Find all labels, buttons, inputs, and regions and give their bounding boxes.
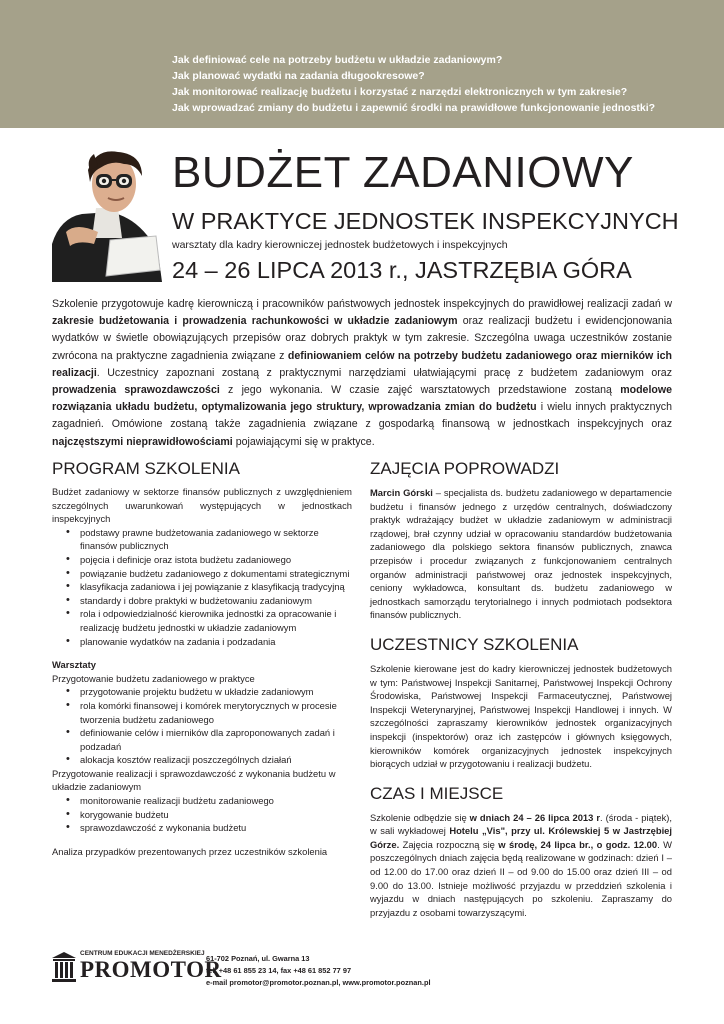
- list-item: • definiowanie celów i mierników dla zaproponowanych zadań i podzadań: [66, 726, 352, 753]
- emphasis-text: zakresie budżetowania i prowadzenia rachunkowości w układzie zadaniowym: [52, 315, 458, 328]
- trainer-bio: [370, 486, 672, 622]
- question-line: Jak wprowadzać zmiany do budżetu i zapewnić środki na prawidłowe funkcjonowanie jednostki?: [172, 102, 656, 114]
- list-item: • klasyfikacja zadaniowa i jej powiązanie z klasyfikacją tradycyjną: [66, 580, 352, 594]
- participants-title: UCZESTNICY SZKOLENIA: [370, 634, 579, 654]
- contact-web: e-mail promotor@promotor.poznan.pl, www.promotor.poznan.pl: [206, 978, 431, 987]
- program-list: [66, 526, 352, 648]
- body-text: . W poszczególnych dniach zajęcia będą realizowane w godzinach: dzień I – od 12.00 do 17.00 oraz dzień II – od 9.00 do 15.00 oraz dzień III – od 9.00 do 13.00. Istnieje możliwość przyjazdu w przeddzień szkolenia i wyjazdu w dniach następujących po szkoleniu. Zapraszamy do przyjazdu z osobami towarzyszącymi.: [370, 838, 672, 918]
- presenter-photo: [52, 148, 162, 282]
- list-item: • sprawozdawczość z wykonania budżetu: [66, 821, 352, 835]
- intro-paragraph: [52, 296, 672, 451]
- workshop-lead: Przygotowanie budżetu zadaniowego w praktyce: [52, 672, 255, 684]
- contact-block: [206, 953, 431, 989]
- trainer-bio-text: – specjalista ds. budżetu zadaniowego w departamencie budżetu i finansów jednego z urzędów centralnych, doświadczony praktyk wdrażający budżet w układzie zadaniowym w administracji rządowej, brał czynny udział w opracowaniu standardów budżetowania zadaniowego dla polskiego sektora finansów publicznych, znawca przepisów i procedur związanych z funkcjonowaniem centralnych organów administracji państwowej oraz jednostek inspekcyjnych, ceniony wykładowca, konsultant ds. budżetu zadaniowego w jednostkach samorządu terytorialnego i innych podmiotach podsektora finansów publicznych.: [370, 487, 672, 621]
- list-item: • rola i odpowiedzialność kierownika jednostki za opracowanie i realizację budżetu jednostki w układzie zadaniowym: [66, 607, 352, 634]
- body-text: Szkolenie przygotowuje kadrę kierowniczą i pracowników państwowych jednostek inspekcyjnych do prawidłowej realizacji zadań w: [52, 298, 672, 310]
- workshop-lead: Przygotowanie realizacji i sprawozdawczość z wykonania budżetu w układzie zadaniowym: [52, 767, 336, 793]
- emphasis-text: modelowe rozwiązania układu budżetu, optymalizowania jego struktury, wprowadzania zmian do budżetu: [52, 384, 672, 414]
- list-item: • rola komórki finansowej i komórek merytorycznych w procesie tworzenia budżetu zadaniowego: [66, 699, 352, 726]
- list-item: • standardy i dobre praktyki w budżetowaniu zadaniowym: [66, 594, 352, 608]
- page-subtitle: W PRAKTYCE JEDNOSTEK INSPEKCYJNYCH: [172, 208, 679, 234]
- audience-line: warsztaty dla kadry kierowniczej jednostek budżetowych i inspekcyjnych: [172, 239, 508, 251]
- contact-phone: tel. +48 61 855 23 14, fax +48 61 852 77 97: [206, 966, 352, 975]
- trainer-name: Marcin Górski: [370, 487, 433, 498]
- program-closing: Analiza przypadków prezentowanych przez uczestników szkolenia: [52, 845, 328, 857]
- list-item: • podstawy prawne budżetowania zadaniowego w sektorze finansów publicznych: [66, 526, 352, 553]
- contact-address: 61-702 Poznań, ul. Gwarna 13: [206, 954, 310, 963]
- logo-caption: CENTRUM EDUKACJI MENEDŻERSKIEJ: [80, 950, 205, 957]
- participants-text: Szkolenie kierowane jest do kadry kierowniczej jednostek budżetowych w tym: Państwowej Inspekcji Sanitarnej, Państwowej Inspekcji Ochrony Środowiska, Państwowej Inspekcji Farmaceutycznej, Państwowej Inspekcji Weterynaryjnej, Państwowej Inspekcji Handlowej i innych. W szczególności zapraszamy kierowników jednostek organizacyjnych inspekcji (inspektorów) oraz ich zastępców i głównych księgowych, kierowników komórek organizacyjnych jednostek inspekcyjnych biorących udział w przygotowaniu i realizacji budżetu.: [370, 662, 672, 770]
- emphasis-text: w środę, 24 lipca br., o godz. 12.00: [498, 838, 658, 850]
- event-date: 24 – 26 LIPCA 2013 r., JASTRZĘBIA GÓRA: [172, 257, 632, 283]
- program-title: PROGRAM SZKOLENIA: [52, 459, 240, 478]
- workshop-title: Warsztaty: [52, 659, 96, 671]
- body-text: i wielu innych praktycznych zagadnień. Omówione zostaną także zagadnienia związane z gospodarką finansową w jednostkach inspekcyjnych oraz: [52, 401, 672, 431]
- list-item: • powiązanie budżetu zadaniowego z dokumentami strategicznymi: [66, 567, 352, 581]
- body-text: . (środa - piątek), w sali wykładowej: [370, 811, 672, 837]
- emphasis-text: prowadzenia sprawozdawczości: [52, 384, 220, 397]
- list-item: • pojęcia i definicje oraz istota budżetu zadaniowego: [66, 553, 352, 567]
- body-text: oraz realizacji budżetu i ewidencjonowania wydatków w świetle obowiązujących przepisów oraz dobrych praktyk w tym zakresie. Szczególna uwaga uczestników zostanie zwrócona na praktyczne zagadnienia związane z: [52, 315, 673, 362]
- venue-text: [370, 811, 672, 920]
- body-text: pojawiającymi się w praktyce.: [232, 435, 375, 448]
- question-line: Jak monitorować realizację budżetu i korzystać z narzędzi elektronicznych w tym zakresie?: [172, 86, 628, 98]
- participants-section: [370, 634, 672, 771]
- trainer-section: [370, 458, 672, 622]
- emphasis-text: Hotelu „Vis", przy ul. Królewskiej 5 w Jastrzębiej Górze.: [370, 825, 672, 850]
- trainer-title: ZAJĘCIA POPROWADZI: [370, 459, 560, 478]
- emphasis-text: definiowaniem celów na potrzeby budżetu zadaniowego oraz mierników ich realizacji: [52, 349, 672, 379]
- list-item: • monitorowanie realizacji budżetu zadaniowego: [66, 794, 352, 808]
- list-item: • alokacja kosztów realizacji poszczególnych działań: [66, 753, 352, 767]
- emphasis-text: najczęstszymi nieprawidłowościami: [52, 435, 233, 448]
- question-list: [172, 52, 712, 116]
- body-text: . Uczestnicy zapoznani zostaną z praktycznymi narzędziami ułatwiającymi pracę z budżetem zadaniowym oraz: [96, 366, 672, 379]
- body-text: Szkolenie odbędzie się: [370, 811, 470, 823]
- list-item: • planowanie wydatków na zadania i podzadania: [66, 635, 352, 649]
- list-item: • korygowanie budżetu: [66, 808, 352, 822]
- question-line: Jak definiować cele na potrzeby budżetu w układzie zadaniowym?: [172, 54, 503, 66]
- body-text: z jego wykonania. W czasie zajęć warsztatowych przedstawione zostaną: [219, 384, 621, 397]
- question-line: Jak planować wydatki na zadania długookresowe?: [172, 70, 425, 82]
- venue-section: [370, 783, 672, 920]
- venue-title: CZAS I MIEJSCE: [370, 783, 504, 803]
- program-section: [52, 458, 352, 858]
- body-text: Zajęcia rozpoczną się: [399, 838, 499, 850]
- logo-wordmark: PROMOTOR: [80, 957, 222, 982]
- page-title: BUDŻET ZADANIOWY: [172, 148, 634, 197]
- right-column: [370, 458, 672, 931]
- emphasis-text: w dniach 24 – 26 lipca 2013 r: [469, 811, 600, 823]
- list-item: • przygotowanie projektu budżetu w układzie zadaniowym: [66, 685, 352, 699]
- workshop-list: [66, 794, 352, 835]
- program-lead: Budżet zadaniowy w sektorze finansów publicznych z uwzględnieniem szczególnych uwarunkowań występujących w jednostkach inspekcyjnych: [52, 486, 352, 525]
- workshop-list: [66, 685, 352, 767]
